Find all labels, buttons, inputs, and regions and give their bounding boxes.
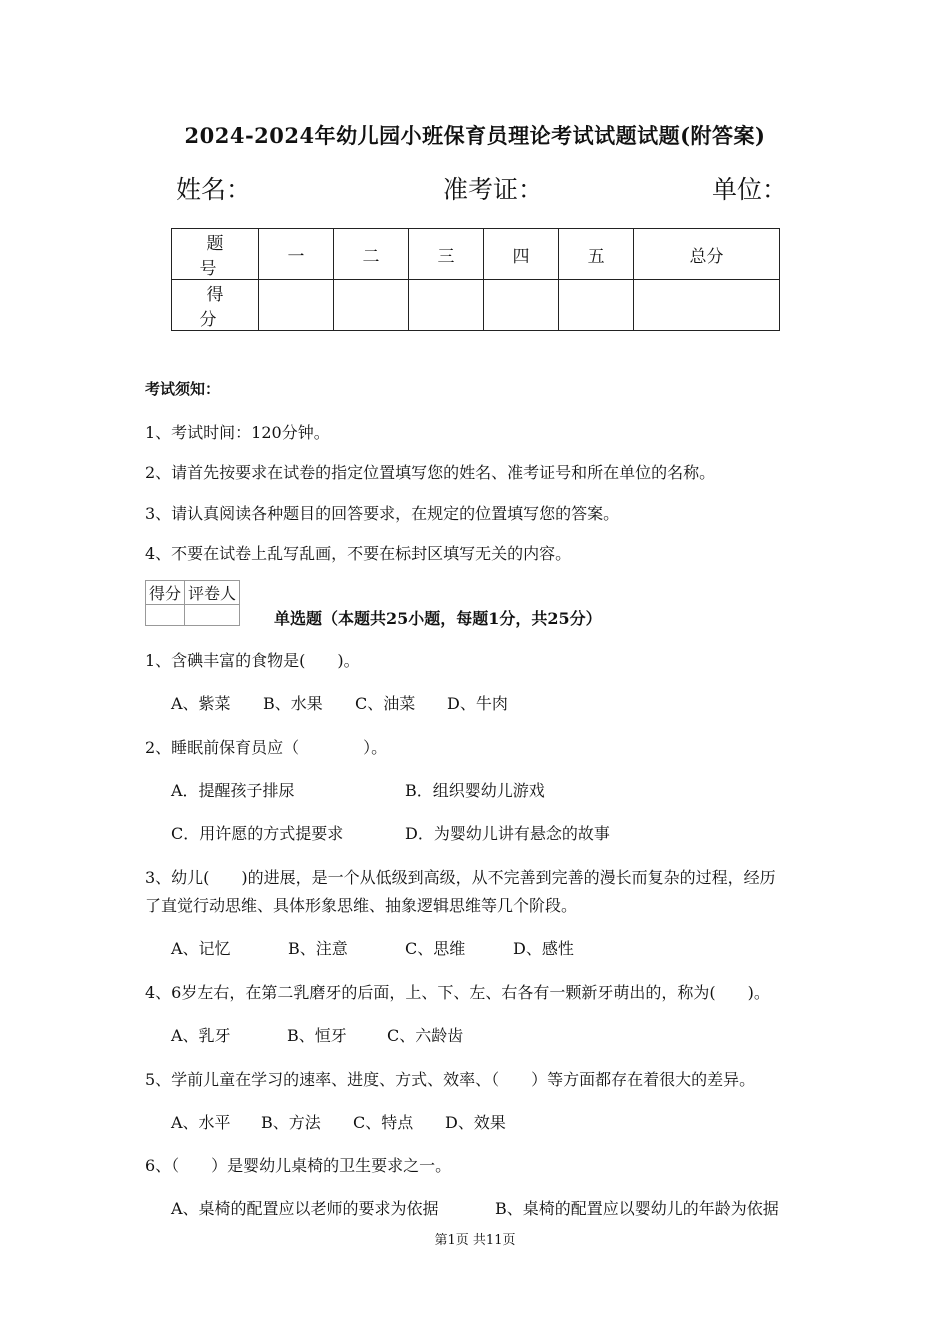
question-stem: 4、6岁左右，在第二乳磨牙的后面，上、下、左、右各有一颗新牙萌出的，称为( )。 — [145, 983, 770, 1002]
score-header-cell: 四 — [484, 229, 559, 280]
question-stem: 6、（ ）是婴幼儿桌椅的卫生要求之一。 — [145, 1156, 452, 1175]
option[interactable]: A、紫菜 — [171, 694, 231, 713]
option[interactable]: B、桌椅的配置应以婴幼儿的年龄为依据 — [495, 1199, 779, 1218]
score-header-cell: 总分 — [634, 229, 780, 280]
score-cell[interactable] — [409, 280, 484, 331]
question-stem: 5、学前儿童在学习的速率、进度、方式、效率、（ ）等方面都存在着很大的差异。 — [145, 1070, 756, 1089]
option[interactable]: C、思维 — [405, 939, 466, 958]
option[interactable]: C．用许愿的方式提要求 — [171, 824, 344, 843]
score-cell[interactable] — [259, 280, 334, 331]
page-footer: 第1页 共11页 — [434, 1233, 516, 1248]
option[interactable]: B、恒牙 — [287, 1026, 347, 1045]
question-stem: 1、含碘丰富的食物是( )。 — [145, 651, 360, 670]
option[interactable]: D．为婴幼儿讲有悬念的故事 — [405, 824, 610, 843]
question-options — [171, 1196, 779, 1219]
option[interactable]: C、油菜 — [355, 694, 416, 713]
option[interactable]: B、方法 — [261, 1113, 321, 1132]
option[interactable]: B、注意 — [288, 939, 348, 958]
grader-score-cell[interactable] — [146, 605, 185, 626]
score-header-cell: 题 号 — [172, 229, 259, 280]
question-stem: 3、幼儿( )的进展，是一个从低级到高级，从不完善到完善的漫长而复杂的过程，经历 — [145, 868, 776, 887]
question-options — [171, 1023, 463, 1046]
score-table — [171, 228, 780, 331]
question-stem-continued: 了直觉行动思维、具体形象思维、抽象逻辑思维等几个阶段。 — [145, 896, 578, 915]
score-header-cell: 三 — [409, 229, 484, 280]
notice-item: 1、考试时间：120分钟。 — [145, 423, 330, 442]
question-options — [171, 936, 574, 959]
unit-field-label: 单位： — [712, 175, 788, 204]
option[interactable]: B．组织婴幼儿游戏 — [405, 781, 545, 800]
question-options — [171, 1110, 506, 1133]
score-header-cell: 二 — [334, 229, 409, 280]
option[interactable]: B、水果 — [263, 694, 323, 713]
question-stem: 2、睡眠前保育员应（ ）。 — [145, 738, 388, 757]
page-title: 2024-2024年幼儿园小班保育员理论考试试题试题(附答案) — [184, 123, 766, 148]
section-title: 单选题（本题共25小题，每题1分，共25分） — [274, 609, 602, 628]
score-row-label: 得 分 — [172, 280, 259, 331]
question-options — [171, 691, 508, 714]
name-field-label: 姓名： — [176, 175, 252, 204]
grader-reviewer-label: 评卷人 — [185, 581, 240, 605]
option[interactable]: A、乳牙 — [171, 1026, 231, 1045]
option[interactable]: A、桌椅的配置应以老师的要求为依据 — [171, 1199, 439, 1218]
score-cell[interactable] — [634, 280, 780, 331]
grader-table — [145, 580, 240, 626]
score-table-score-row — [172, 280, 780, 331]
option[interactable]: A．提醒孩子排尿 — [171, 781, 295, 800]
notice-item: 4、不要在试卷上乱写乱画，不要在标封区填写无关的内容。 — [145, 544, 572, 563]
question-options — [171, 778, 545, 801]
score-header-cell: 一 — [259, 229, 334, 280]
notice-item: 2、请首先按要求在试卷的指定位置填写您的姓名、准考证号和所在单位的名称。 — [145, 463, 716, 482]
grader-score-label: 得分 — [146, 581, 185, 605]
option[interactable]: C、特点 — [353, 1113, 414, 1132]
score-cell[interactable] — [484, 280, 559, 331]
question-options — [171, 821, 610, 844]
score-cell[interactable] — [334, 280, 409, 331]
score-header-cell: 五 — [559, 229, 634, 280]
option[interactable]: A、水平 — [171, 1113, 231, 1132]
notice-heading: 考试须知： — [145, 380, 221, 398]
ticket-field-label: 准考证： — [443, 175, 544, 204]
option[interactable]: D、感性 — [513, 939, 574, 958]
option[interactable]: D、牛肉 — [447, 694, 508, 713]
option[interactable]: A、记忆 — [171, 939, 231, 958]
score-cell[interactable] — [559, 280, 634, 331]
score-table-header-row — [172, 229, 780, 280]
option[interactable]: D、效果 — [445, 1113, 506, 1132]
notice-item: 3、请认真阅读各种题目的回答要求，在规定的位置填写您的答案。 — [145, 504, 620, 523]
grader-reviewer-cell[interactable] — [185, 605, 240, 626]
option[interactable]: C、六龄齿 — [387, 1026, 464, 1045]
